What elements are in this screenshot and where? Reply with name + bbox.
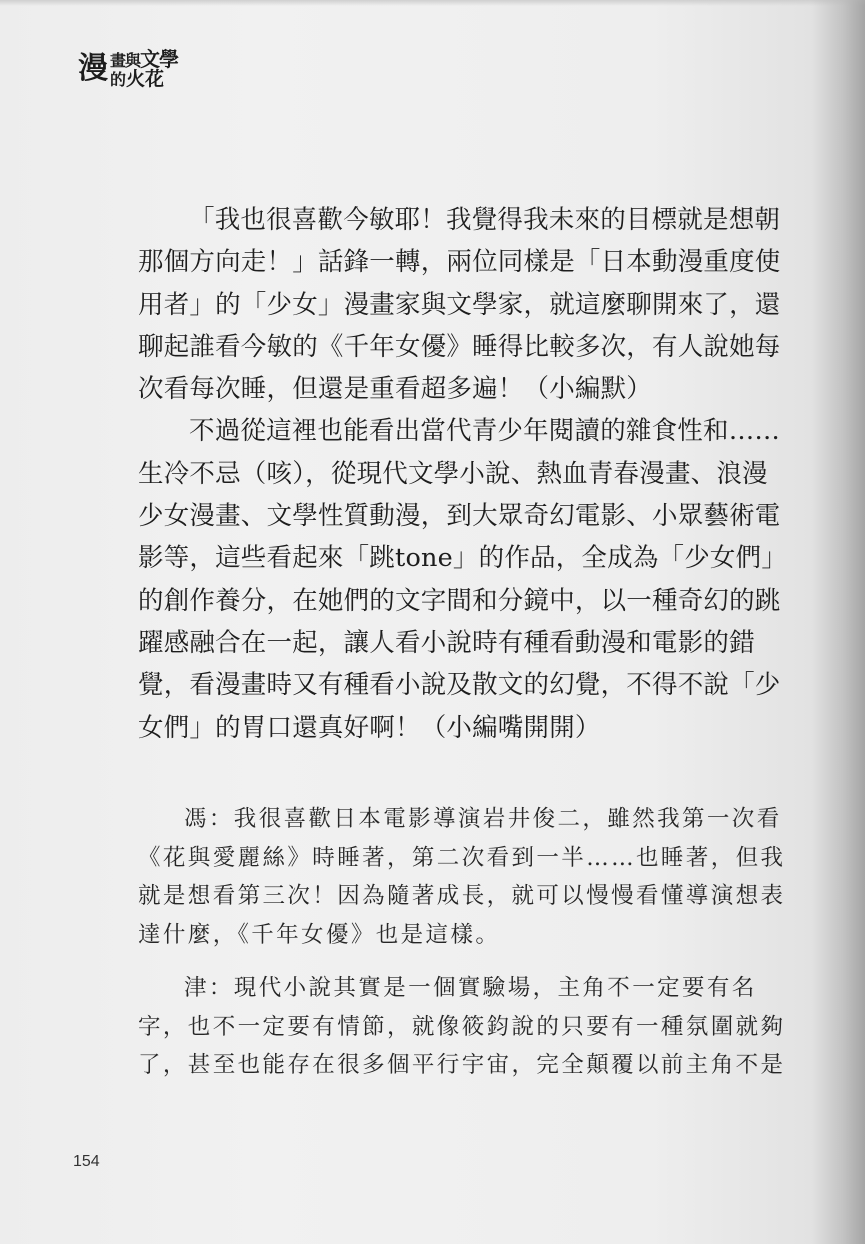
interview-section [138,800,788,1100]
series-logo-bottom-emph: 火花 [126,68,165,90]
body-text [138,199,788,749]
series-logo-top-line [110,47,179,71]
page-number: 154 [73,1153,100,1170]
body-paragraph-1: 「我也很喜歡今敏耶！我覺得我未來的目標就是想朝那個方向走！」話鋒一轉，兩位同樣是「日本動漫重度使用者」的「少女」漫畫家與文學家，就這麼聊開來了，還聊起誰看今敏的《千年女優》睡得比較多次，有人說她每次看每次睡，但還是重看超多遍！（小編默） [138,205,781,405]
binding-shadow [810,0,865,1244]
interview-paragraph-feng: 馮：我很喜歡日本電影導演岩井俊二，雖然我第一次看《花與愛麗絲》時睡著，第二次看到一半……也睡著，但我就是想看第三次！因為隨著成長，就可以慢慢看懂導演想表達什麼，《千年女優》也是這樣。 [138,806,786,948]
body-paragraph-2: 不過從這裡也能看出當代青少年閱讀的雜食性和……生冷不忌（咳），從現代文學小說、熱血青春漫畫、浪漫少女漫畫、文學性質動漫，到大眾奇幻電影、小眾藝術電影等，這些看起來「跳tone」的作品，全成為「少女們」的創作養分，在她們的文字間和分鏡中，以一種奇幻的跳躍感融合在一起，讓人看小說時有種看動漫和電影的錯覺，看漫畫時又有種看小說及散文的幻覺，不得不說「少女們」的胃口還真好啊！（小編嘴開開） [138,416,788,743]
series-logo-top-emph: 文學 [140,47,179,71]
page-top-edge [0,0,865,6]
interview-paragraph-jin: 津：現代小說其實是一個實驗場，主角不一定要有名字，也不一定要有情節，就像筱鈞說的只要有一種氛圍就夠了，甚至也能存在很多個平行宇宙，完全顛覆以前主角不是 [138,975,786,1078]
series-logo-bottom-line [110,70,164,89]
series-logo [78,48,198,98]
series-logo-big-char: 漫 [78,51,108,86]
series-logo-bottom-small: 的 [110,70,127,89]
series-logo-top-small: 畫與 [110,51,141,70]
